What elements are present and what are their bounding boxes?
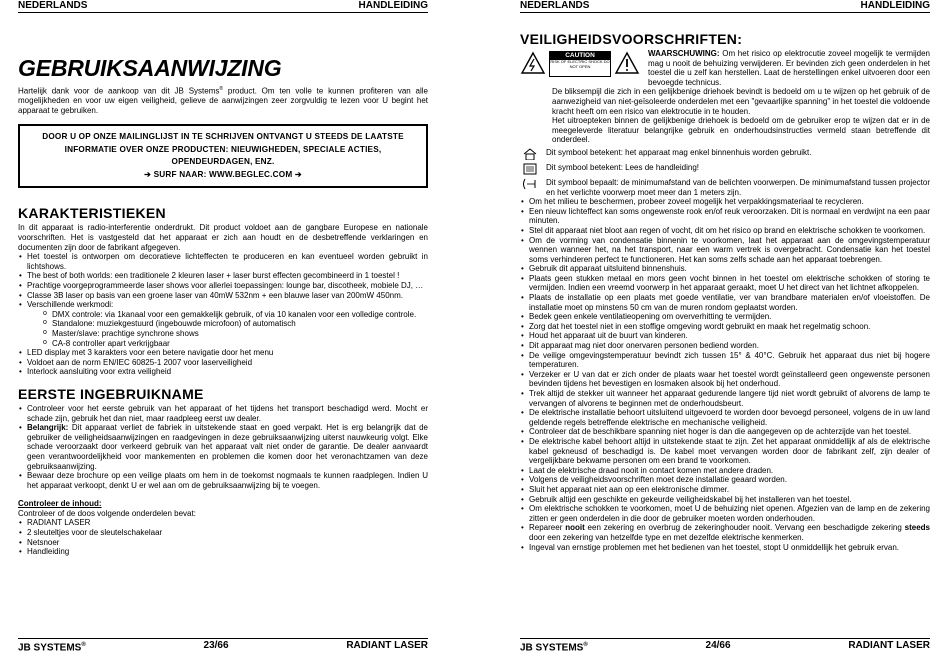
sub-list-item: o Master/slave: prachtige synchrone shows xyxy=(43,329,428,339)
list-item: • Om de vorming van condensatie binnenin te voorkomen, laat het apparaat aan de omgevingstemperatuur wennen wanneer het, na het transport, naar een warm vertrek is overgebracht. Condensatie kan het toestel soms verhinderen perfect te functioneren. Het kan soms zelfs schade aan het apparaat toebrengen. xyxy=(520,236,930,265)
list-item: • Laat de elektrische draad nooit in contact komen met andere draden. xyxy=(520,466,930,476)
warning-text xyxy=(648,49,930,87)
left-content xyxy=(18,22,428,557)
list-item: • Controleer dat de beschikbare spanning niet hoger is dan die aangegeven op de achterzijde van het toestel. xyxy=(520,427,930,437)
list-item: • Volgens de veiligheidsvoorschriften moet deze installatie geaard worden. xyxy=(520,475,930,485)
footer-product: RADIANT LASER xyxy=(848,640,930,651)
list-item xyxy=(520,523,930,542)
list-item: • Voldoet aan de norm EN/IEC 60825-1 2007 voor laserveiligheid xyxy=(18,358,428,368)
list-item: • The best of both worlds: een traditionele 2 kleuren laser + laser burst effecten gecombineerd in 1 toestel ! xyxy=(18,271,428,281)
sub-list-item: o Standalone: muziekgestuurd (ingebouwde microfoon) of automatisch xyxy=(43,319,428,329)
section-title-veiligheid: VEILIGHEIDSVOORSCHRIFTEN: xyxy=(520,31,743,47)
header-language: NEDERLANDS xyxy=(520,0,590,11)
page-title: GEBRUIKSAANWIJZING xyxy=(18,55,282,81)
repair-bold-2: steeds xyxy=(904,523,930,533)
lightning-triangle-icon xyxy=(520,51,546,75)
list-item: • Trek altijd de stekker uit wanneer het apparaat gedurende langere tijd niet wordt gebruikt of alvorens de lamp te vervangen of alvorens te beginnen met de onderhoudsbeurt. xyxy=(520,389,930,408)
header-manual: HANDLEIDING xyxy=(860,0,930,11)
warning-label: WAARSCHUWING: xyxy=(648,49,720,58)
footer-brand xyxy=(520,640,588,653)
section-title-karakteristieken: KARAKTERISTIEKEN xyxy=(18,205,166,222)
right-content xyxy=(520,32,930,552)
symbol-row xyxy=(520,163,930,175)
read-manual-icon xyxy=(520,163,546,175)
warning-icons xyxy=(520,49,648,77)
list-item: • Sluit het apparaat niet aan op een elektronische dimmer. xyxy=(520,485,930,495)
footer-product: RADIANT LASER xyxy=(346,640,428,651)
list-item: • Verzeker er U van dat er zich onder de plaats waar het toestel wordt geïnstalleerd geen ongewenste personen bevinden tijdens het bevestigen en losmaken alsook bij het onderhoud. xyxy=(520,370,930,389)
notice-text: DOOR U OP ONZE MAILINGLIJST IN TE SCHRIJVEN ONTVANGT U STEEDS DE LAATSTE INFORMATIE OVER ONZE PRODUCTEN: NIEUWIGHEDEN, SPECIALE ACTIES, OPENDEURDAGEN, ENZ. xyxy=(42,132,404,167)
intro-paragraph xyxy=(18,85,428,115)
inhoud-intro: Controleer of de doos volgende onderdelen bevat: xyxy=(18,508,196,518)
repair-text-3: door een zekering van hetzelfde type en met dezelfde elektrische kenmerken. xyxy=(529,532,804,542)
important-label: Belangrijk: xyxy=(27,423,69,433)
list-item: • Om het milieu te beschermen, probeer zoveel mogelijk het verpakkingsmateriaal te recycleren. xyxy=(520,197,930,207)
list-item: • De elektrische kabel behoort altijd in uitstekende staat te zijn. Zet het apparaat onmiddellijk af als de elektrische kabel gekneusd of beschadigd is. De kabel moet vervangen worden door de fabrikant zelf, zijn dealer of vergelijkbare bekwame personen om een brand te voorkomen. xyxy=(520,437,930,466)
mailinglist-notice xyxy=(18,124,428,188)
repair-text-2: een zekering en overbrug de zekeringhouder nooit. Vervang een beschadigde zekering xyxy=(584,523,905,533)
werkmodi-label: Verschillende werkmodi: xyxy=(27,300,114,310)
symbol-row xyxy=(520,178,930,197)
list-item: • Gebruik dit apparaat uitsluitend binnenshuis. xyxy=(520,264,930,274)
caution-small-text: RISK OF ELECTRIC SHOCK DO NOT OPEN xyxy=(550,59,610,69)
right-page xyxy=(520,0,930,654)
minimum-distance-icon xyxy=(520,178,546,190)
page-footer xyxy=(520,638,930,653)
indoor-house-icon xyxy=(520,148,546,160)
left-page xyxy=(18,0,428,654)
list-item: • Classe 3B laser op basis van een groene laser van 40mW 532nm + een blauwe laser van 200mW 450nm. xyxy=(18,291,428,301)
list-item: • Dit apparaat mag niet door onervaren personen bediend worden. xyxy=(520,341,930,351)
repair-bold-1: nooit xyxy=(565,523,585,533)
footer-brand-text: JB SYSTEMS xyxy=(520,642,584,654)
list-item: • RADIANT LASER xyxy=(18,518,428,528)
caution-title: CAUTION xyxy=(550,52,610,60)
footer-registered-mark: ® xyxy=(583,642,588,648)
list-item: • Bewaar deze brochure op een veilige plaats om hem in de toekomst nogmaals te kunnen raadplegen. Indien U het apparaat verkoopt, denkt U er wel aan om de gebruiksaanwijzing bij te voegen. xyxy=(18,471,428,490)
list-item: • Het toestel is ontworpen om decoratieve lichteffecten te produceren en kan eventueel worden gebruikt in lichtshows. xyxy=(18,252,428,271)
page-header xyxy=(520,0,930,13)
repair-text-1: Repareer xyxy=(529,523,566,533)
symbol-row xyxy=(520,148,930,160)
list-item: • Ingeval van ernstige problemen met het bedienen van het toestel, stopt U onmiddellijk het gebruik ervan. xyxy=(520,543,930,553)
symbol-manual-text: Dit symbool betekent: Lees de handleiding! xyxy=(546,162,699,172)
list-item: • Om elektrische schokken te voorkomen, moet U de behuizing niet openen. Afgezien van de lamp en de zekering zitten er geen onderdelen in die door de gebruiker moeten worden onderhouden. xyxy=(520,504,930,523)
exclamation-explanation: Het uitroepteken binnen de gelijkbenige driehoek is bedoeld om de gebruiker erop te wijzen dat er in de meegeleverde literatuur belangrijke gebruik en onderhoudsinstructies vermeld staan betreffende dit onderdeel. xyxy=(552,116,930,145)
list-item: • Interlock aansluiting voor extra veiligheid xyxy=(18,367,428,377)
list-item: • 2 sleuteltjes voor de sleutelschakelaar xyxy=(18,528,428,538)
list-item: • Gebruik altijd een geschikte en gekeurde veiligheidskabel bij het installeren van het toestel. xyxy=(520,495,930,505)
header-language: NEDERLANDS xyxy=(18,0,88,11)
sub-list-item: o DMX controle: via 1kanaal voor een gemakkelijk gebruik, of via 10 kanalen voor een volledige controle. xyxy=(43,310,428,320)
list-item: • Zorg dat het toestel niet in een stoffige omgeving wordt gebruikt en maak het regelmatig schoon. xyxy=(520,322,930,332)
list-item: • Handleiding xyxy=(18,547,428,557)
list-item: • Houd het apparaat uit de buurt van kinderen. xyxy=(520,331,930,341)
footer-page-number: 24/66 xyxy=(705,640,731,651)
list-item: • De elektrische installatie behoort uitsluitend uitgevoerd te worden door bevoegd personeel, volgens de in uw land geldende regels betreffende elektrische en mechanische veiligheid. xyxy=(520,408,930,427)
list-item xyxy=(18,300,428,348)
intro-text-2: product. Om ten volle te kunnen profiteren van alle mogelijkheden en voor uw eigen veiligheid, gelieve de aanwijzingen zeer zorgvuldig te lezen voor U begint het apparaat te gebruiken. xyxy=(18,86,428,115)
footer-page-number: 23/66 xyxy=(203,640,229,651)
list-item: • Prachtige voorgeprogrammeerde laser shows voor allerlei toepassingen: lounge bar, discotheek, mobiele DJ, … xyxy=(18,281,428,291)
page-footer xyxy=(18,638,428,653)
list-item xyxy=(18,423,428,471)
karakteristieken-list xyxy=(18,252,428,377)
list-item: • De veilige omgevingstemperatuur bevindt zich tussen 15° & 40°C. Gebruik het apparaat dus niet bij hogere temperaturen. xyxy=(520,351,930,370)
list-item: • Een nieuw lichteffect kan soms ongewenste rook en/of reuk veroorzaken. Dit is normaal en verdwijnt na een paar minuten. xyxy=(520,207,930,226)
list-item: • Bedek geen enkele ventilatieopening om oververhitting te vermijden. xyxy=(520,312,930,322)
eerste-list xyxy=(18,404,428,490)
exclamation-triangle-icon xyxy=(614,51,640,75)
sub-list-item: o CA-8 controller apart verkrijgbaar xyxy=(43,339,428,349)
list-item: • Plaats de installatie op een plaats met goede ventilatie, ver van brandbare materialen en/of vloeistoffen. De installatie moet op minstens 50 cm van de muren rondom geplaatst worden. xyxy=(520,293,930,312)
symbol-indoor-text: Dit symbool betekent: het apparaat mag enkel binnenhuis worden gebruikt. xyxy=(546,147,812,157)
header-manual: HANDLEIDING xyxy=(358,0,428,11)
warning-block xyxy=(520,49,930,87)
important-text: Dit apparaat verliet de fabriek in uitstekende staat en goed verpakt. Het is erg belangrijk dat de gebruiker de veiligheidsaanwijzingen en raadgevingen in deze gebruiksaanwijzing uiterst nauwkeurig volgt. Elke schade veroorzaakt door verkeerd gebruik van het apparaat valt niet onder de garantie. De dealer aanvaardt geen verantwoordelijkheid voor mankementen en problemen die komen door het veronachtzamen van deze gebruiksaanwijzing. xyxy=(27,423,428,471)
footer-brand xyxy=(18,640,86,653)
karakteristieken-intro: In dit apparaat is radio-interferentie onderdrukt. Dit product voldoet aan de gangbare Europese en nationale voorschriften. Het is vastgesteld dat het apparaat er zich aan houdt en de desbetreffende verklaringen en documenten zijn door de fabrikant afgegeven. xyxy=(18,223,428,252)
lightning-explanation: De bliksempijl die zich in een gelijkbenige driehoek bevindt is bedoeld om u te wijzen op het gebruik of de aanwezigheid van niet-geïsoleerde onderdelen met een "gevaarlijke spanning" in het toestel die voldoende kracht heeft om een risico van elektrocutie in te houden. xyxy=(552,87,930,116)
registered-mark: ® xyxy=(219,86,224,92)
notice-link[interactable]: ➔ SURF NAAR: WWW.BEGLEC.COM ➔ xyxy=(144,169,302,179)
page-header xyxy=(18,0,428,13)
caution-label xyxy=(549,51,611,77)
footer-brand-text: JB SYSTEMS xyxy=(18,642,82,654)
inhoud-list xyxy=(18,518,428,556)
safety-list xyxy=(520,197,930,552)
werkmodi-list xyxy=(43,310,428,348)
list-item: • Netsnoer xyxy=(18,538,428,548)
list-item: • LED display met 3 karakters voor een betere navigatie door het menu xyxy=(18,348,428,358)
symbol-distance-text: Dit symbool bepaalt: de minimumafstand van de belichten voorwerpen. De minimumafstand tussen projector en het verlichte voorwerp moet meer dan 1 meters zijn. xyxy=(546,177,930,197)
list-item: • Controleer voor het eerste gebruik van het apparaat of het tijdens het transport beschadigd werd. Mocht er schade zijn, gebruik het dan niet, maar raadpleeg eerst uw dealer. xyxy=(18,404,428,423)
list-item: • Plaats geen stukken metaal en mors geen vocht binnen in het toestel om elektrische schokken of storing te vermijden. Indien een vreemd voorwerp in het apparaat geraakt, moet U het direct van het lichtnet afkoppelen. xyxy=(520,274,930,293)
intro-text-1: Hartelijk dank voor de aankoop van dit JB Systems xyxy=(18,86,220,96)
list-item: • Stel dit apparaat niet bloot aan regen of vocht, dit om het risico op brand en elektrische schokken te voorkomen. xyxy=(520,226,930,236)
warning-body: Om het risico op elektrocutie zoveel mogelijk te vermijden mag u nooit de behuizing verwijderen. Er bevinden zich geen onderdelen in het toestel die u zelf kan herstellen. Laat de herstellingen enkel uitvoeren door een bevoegde technicus. xyxy=(648,49,930,87)
inhoud-title: Controleer de inhoud: xyxy=(18,499,102,509)
section-title-eerste-ingebruikname: EERSTE INGEBRUIKNAME xyxy=(18,385,204,402)
footer-registered-mark: ® xyxy=(81,642,86,648)
